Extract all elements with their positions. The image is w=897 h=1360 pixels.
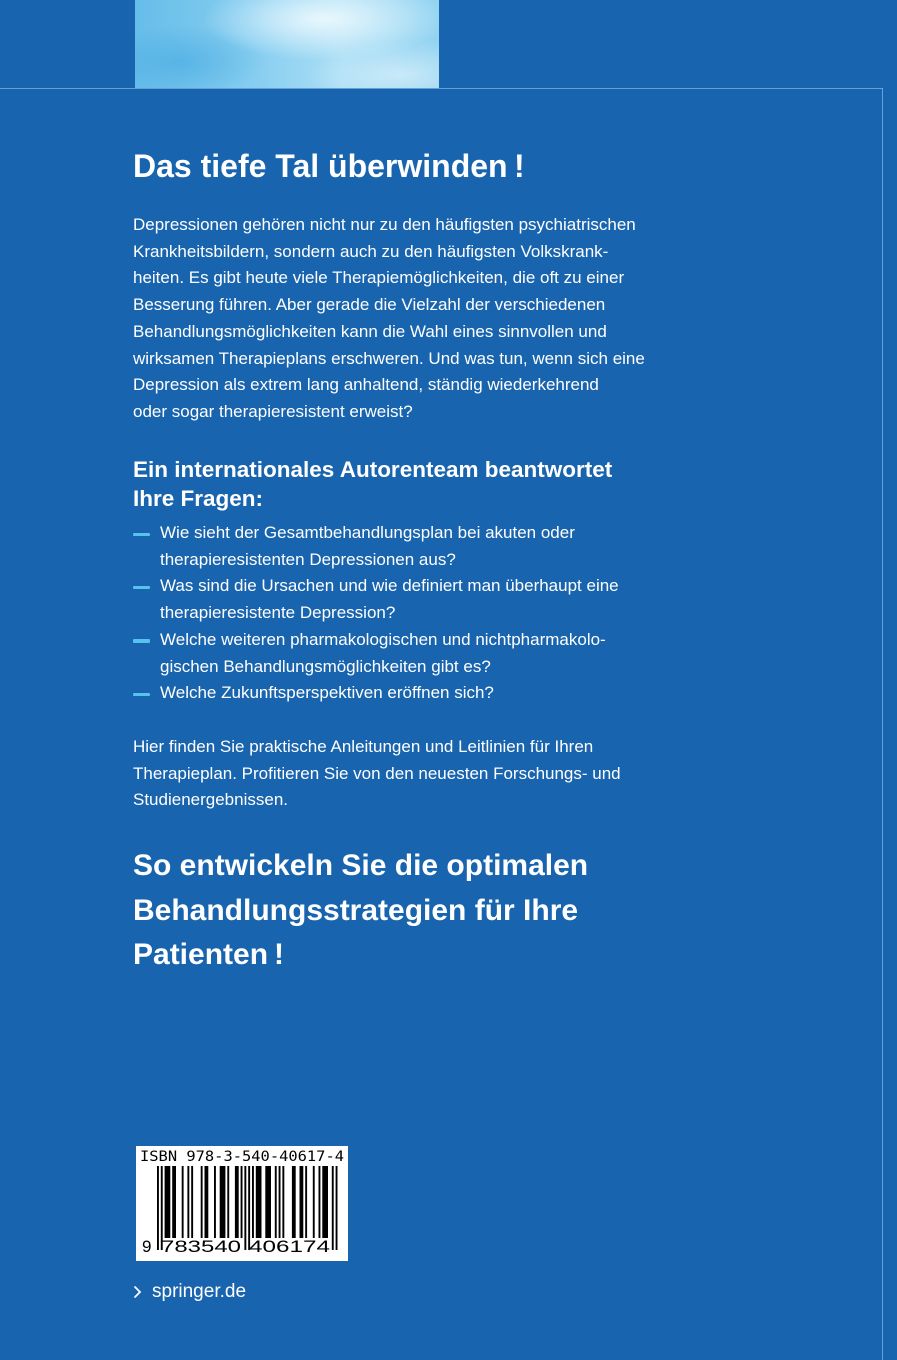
intro-line: Behandlungsmöglichkeiten kann die Wahl eines sinnvollen und bbox=[133, 321, 607, 341]
barcode-bar bbox=[265, 1166, 271, 1238]
questions-heading bbox=[133, 455, 612, 513]
barcode-bar bbox=[191, 1166, 193, 1238]
question-line: Welche Zukunftsperspektiven eröffnen sich? bbox=[160, 683, 494, 703]
barcode-bar bbox=[319, 1166, 321, 1238]
closing-line: Studienergebnissen. bbox=[133, 790, 289, 810]
cover-sky-image bbox=[135, 0, 439, 88]
barcode-bar bbox=[235, 1166, 239, 1238]
questions-heading-line: Ihre Fragen: bbox=[133, 486, 264, 511]
frame-line-horizontal bbox=[0, 88, 883, 89]
barcode-guard-bar bbox=[244, 1166, 246, 1250]
frame-line-vertical bbox=[882, 88, 883, 1360]
publisher-website bbox=[133, 1280, 246, 1304]
barcode-bar bbox=[275, 1166, 277, 1238]
question-line: Was sind die Ursachen und wie definiert man überhaupt eine bbox=[160, 576, 619, 596]
tagline bbox=[133, 844, 588, 978]
barcode-bar bbox=[165, 1166, 171, 1238]
cover-heading bbox=[133, 147, 525, 185]
barcode-bar bbox=[300, 1166, 304, 1238]
intro-line: oder sogar therapieresistent erweist? bbox=[133, 401, 413, 421]
ean-right-digits: 406174 bbox=[249, 1237, 330, 1256]
questions-heading-line: Ein internationales Autorenteam beantwortet bbox=[133, 457, 613, 482]
intro-line: heiten. Es gibt heute viele Therapiemöglichkeiten, die oft zu einer bbox=[133, 268, 625, 288]
bullet-dash-icon bbox=[133, 586, 150, 590]
question-line: therapieresistenten Depressionen aus? bbox=[160, 549, 456, 569]
question-item bbox=[133, 573, 619, 626]
intro-line: Besserung führen. Aber gerade die Vielzahl der verschiedenen bbox=[133, 295, 606, 315]
tagline-line: So entwickeln Sie die optimalen bbox=[133, 849, 589, 882]
tagline-line: Patienten ! bbox=[133, 938, 285, 971]
ean-left-digits: 783540 bbox=[161, 1237, 241, 1256]
barcode-bar bbox=[322, 1166, 328, 1238]
closing-line: Therapieplan. Profitieren Sie von den neuesten Forschungs- und bbox=[133, 763, 621, 783]
barcode-bar bbox=[279, 1166, 281, 1238]
intro-paragraph bbox=[133, 212, 645, 426]
intro-line: Depression als extrem lang anhaltend, ständig wiederkehrend bbox=[133, 375, 599, 395]
bullet-dash-icon bbox=[133, 533, 150, 537]
barcode-bar bbox=[205, 1166, 209, 1238]
question-item bbox=[133, 520, 619, 573]
question-item bbox=[133, 627, 619, 680]
barcode-bar bbox=[201, 1166, 203, 1238]
intro-line: Depressionen gehören nicht nur zu den häufigsten psychiatrischen bbox=[133, 215, 636, 234]
barcode-bar bbox=[292, 1166, 296, 1238]
intro-line: wirksamen Therapieplans erschweren. Und was tun, wenn sich eine bbox=[133, 348, 645, 368]
question-line: Wie sieht der Gesamtbehandlungsplan bei akuten oder bbox=[160, 523, 575, 542]
question-line: Welche weiteren pharmakologischen und nichtpharmakolo- bbox=[160, 629, 606, 649]
isbn-text: ISBN 978-3-540-40617-4 bbox=[140, 1149, 344, 1165]
closing-line: Hier finden Sie praktische Anleitungen und Leitlinien für Ihren bbox=[133, 737, 594, 756]
questions-list bbox=[133, 520, 619, 707]
barcode-bar bbox=[187, 1166, 189, 1238]
tagline-line: Behandlungsstrategien für Ihre bbox=[133, 893, 579, 927]
cover-heading-text: Das tiefe Tal überwinden ! bbox=[133, 148, 525, 184]
barcode-graphic bbox=[136, 1146, 348, 1261]
barcode-bar bbox=[214, 1166, 216, 1238]
barcode-guard-bar bbox=[336, 1166, 338, 1250]
barcode-bar bbox=[313, 1166, 315, 1238]
barcode-guard-bar bbox=[157, 1166, 159, 1250]
question-line: therapieresistente Depression? bbox=[160, 603, 396, 623]
barcode-bar bbox=[241, 1166, 243, 1238]
barcode-bar bbox=[227, 1166, 229, 1238]
isbn-barcode bbox=[136, 1146, 348, 1261]
question-line: gischen Behandlungsmöglichkeiten gibt es? bbox=[160, 656, 491, 676]
chevron-right-icon bbox=[133, 1285, 142, 1299]
bullet-dash-icon bbox=[133, 693, 150, 697]
barcode-bar bbox=[182, 1166, 184, 1238]
bullet-dash-icon bbox=[133, 639, 150, 643]
barcode-bar bbox=[220, 1166, 226, 1238]
publisher-website-text: springer.de bbox=[152, 1281, 247, 1302]
barcode-bar bbox=[305, 1166, 307, 1238]
closing-paragraph bbox=[133, 734, 621, 814]
barcode-bar bbox=[172, 1166, 176, 1238]
question-item bbox=[133, 680, 619, 707]
ean-first-digit: 9 bbox=[142, 1237, 152, 1256]
barcode-guard-bar bbox=[332, 1166, 334, 1250]
barcode-bar bbox=[282, 1166, 284, 1238]
intro-line: Krankheitsbildern, sondern auch zu den häufigsten Volkskrank- bbox=[133, 241, 609, 261]
barcode-bar bbox=[252, 1166, 254, 1238]
barcode-bar bbox=[256, 1166, 262, 1238]
